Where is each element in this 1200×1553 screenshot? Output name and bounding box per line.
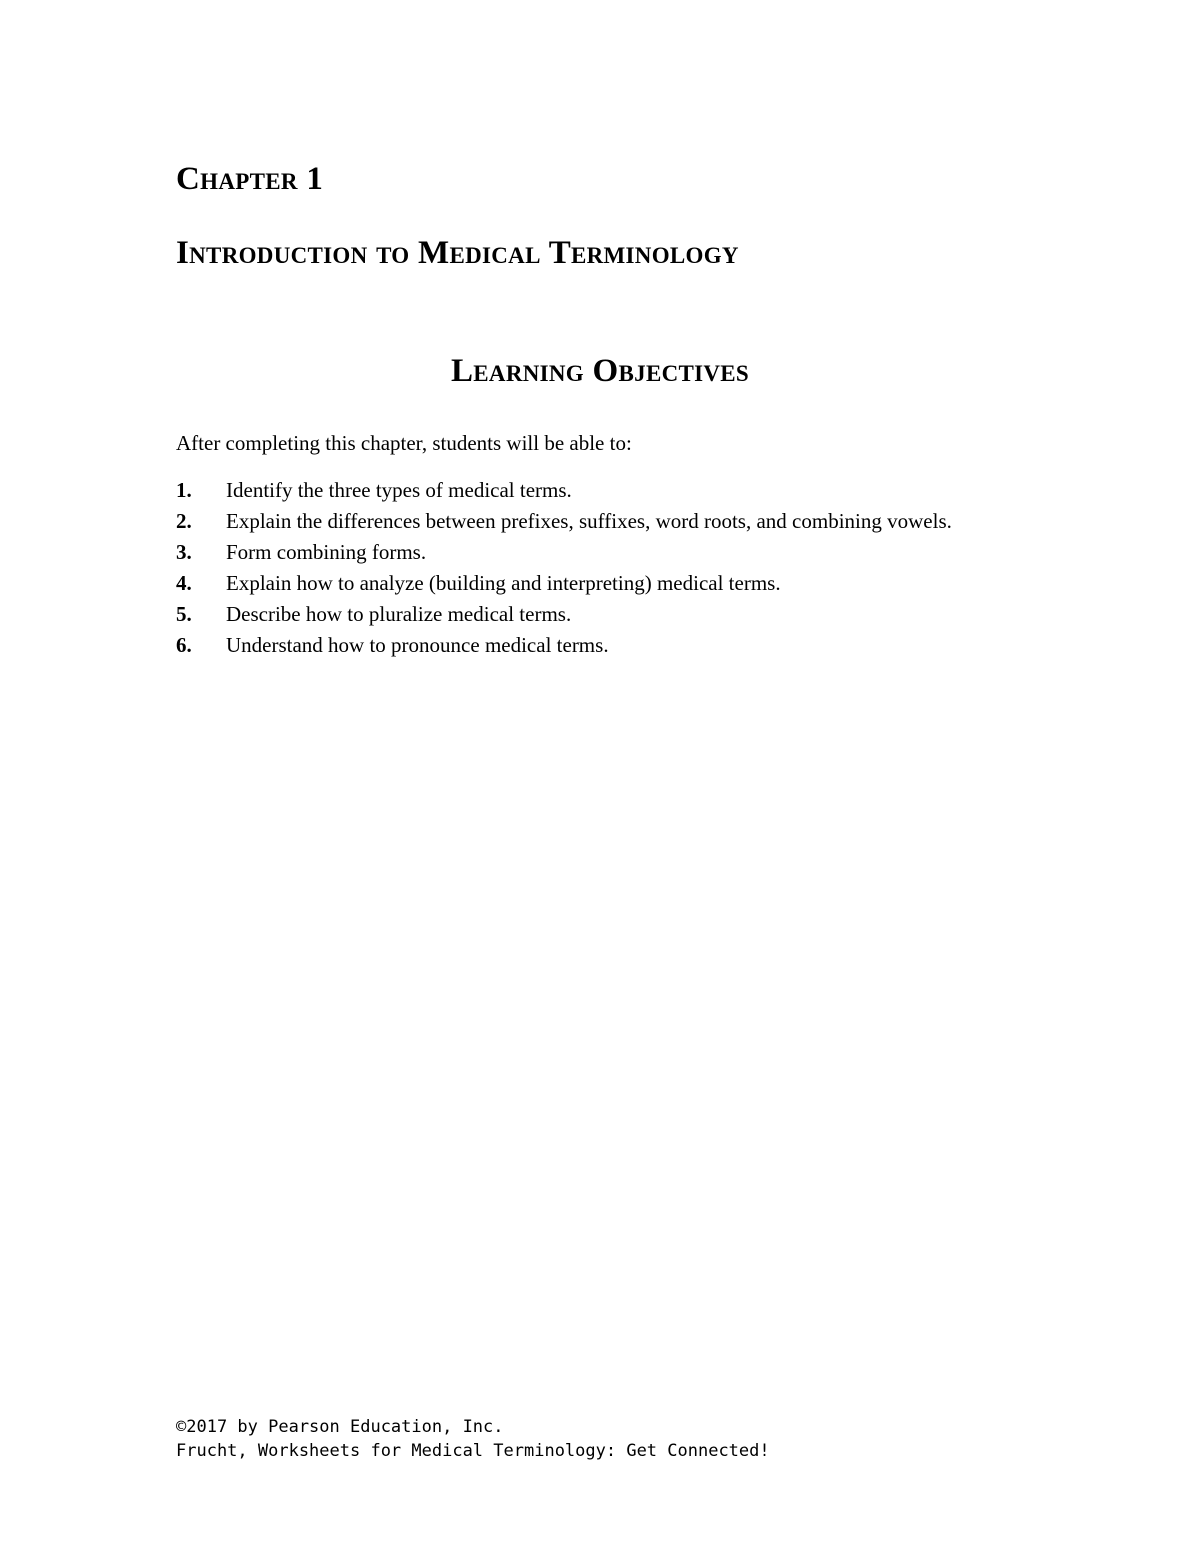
copyright-notice: ©2017 by Pearson Education, Inc. — [176, 1417, 504, 1437]
objective-item — [176, 632, 1024, 659]
objectives-intro: After completing this chapter, students will be able to: — [176, 431, 632, 455]
learning-objectives-heading: Learning Objectives — [450, 353, 750, 389]
objective-number: 5. — [176, 602, 192, 626]
objective-text: Explain how to analyze (building and interpreting) medical terms. — [226, 571, 781, 595]
objective-item — [176, 570, 1024, 597]
objective-item — [176, 539, 1024, 566]
objective-text: Describe how to pluralize medical terms. — [226, 602, 572, 626]
objective-text: Form combining forms. — [226, 540, 427, 564]
objective-text: Explain the differences between prefixes, suffixes, word roots, and combining vowels. — [226, 509, 952, 533]
objective-text: Understand how to pronounce medical terms. — [226, 633, 609, 657]
objective-number: 6. — [176, 633, 192, 657]
objective-item — [176, 508, 1024, 535]
chapter-title: Introduction to Medical Terminology — [176, 235, 739, 271]
objective-text: Identify the three types of medical terms. — [226, 478, 572, 502]
objective-number: 1. — [176, 478, 192, 502]
objectives-list — [176, 477, 1024, 663]
page-footer — [176, 1415, 770, 1463]
objective-number: 2. — [176, 509, 192, 533]
objective-number: 4. — [176, 571, 192, 595]
objective-item — [176, 477, 1024, 504]
objective-number: 3. — [176, 540, 192, 564]
source-citation: Frucht, Worksheets for Medical Terminology: Get Connected! — [176, 1441, 770, 1461]
objective-item — [176, 601, 1024, 628]
chapter-label: Chapter 1 — [176, 161, 324, 197]
